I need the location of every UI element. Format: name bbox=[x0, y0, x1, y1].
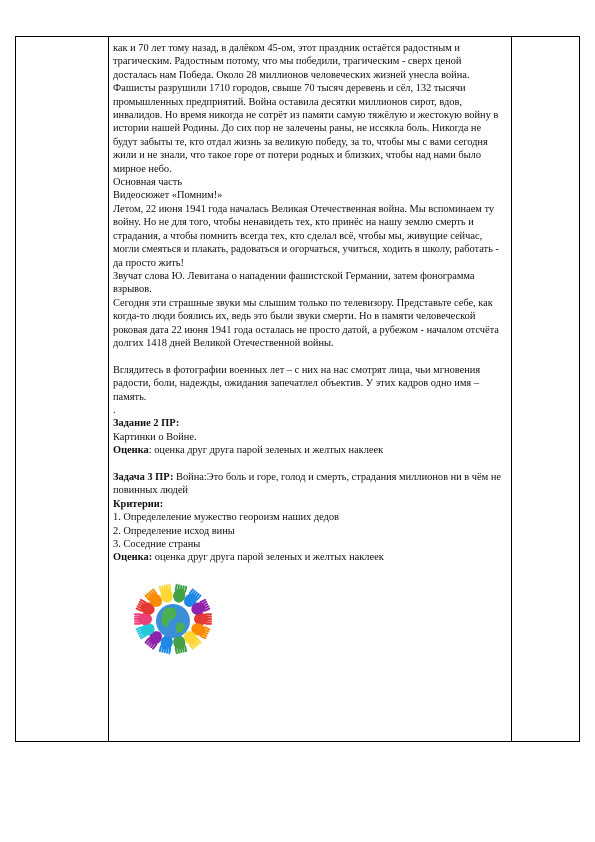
lesson-content-cell bbox=[113, 42, 503, 665]
intro-paragraph: как и 70 лет тому назад, в далёком 45-ом, этот праздник остаётся радостным и трагическим. Радостным потому, что мы победили, трагическим - сверх ценой досталась нам Победа. Около 28 миллионов человеческих жизней унесла война. Фашисты разрушили 1710 городов, свыше 70 тысяч деревень и сёл, 132 тысячи промышленных предприятий. Война оставила десятки миллионов сирот, вдов, инвалидов. Но время никогда не сотрёт из памяти самую тяжёлую и жестокую войну в истории нашей Родины. До сих пор не залечены раны, не иссякла боль. Никогда не будут забыты те, кто отдал жизнь за великую победу, за то, чтобы мы с вами сегодня жили и не знали, что такое горе от потери родных и близких, чтобы над нами было мирное небо. bbox=[113, 43, 499, 175]
criteria-item-3: 3. Соседние страны bbox=[113, 539, 201, 550]
task3-assessment-label: Оценка: bbox=[113, 552, 153, 564]
main-paragraph-4: Вглядитесь в фотографии военных лет – с них на нас смотрят лица, чьи мгновения радости, боли, надежды, ожидания запечатлел объектив. У этих кадров одно имя – память. bbox=[113, 364, 481, 403]
task2-assessment-label: Оценка bbox=[113, 445, 149, 457]
task3-title: Задача 3 ПР: bbox=[113, 471, 174, 483]
table-divider-right bbox=[511, 37, 512, 741]
task2-assessment bbox=[113, 444, 503, 457]
task3-assessment-text: оценка друг друга парой зеленых и желтых наклеек bbox=[152, 552, 384, 564]
criteria-item-2: 2. Определение исход вины bbox=[113, 525, 235, 537]
hands-around-globe-icon bbox=[113, 571, 233, 661]
task3-heading bbox=[113, 471, 503, 498]
main-paragraph-3: Сегодня эти страшные звуки мы слышим только по телевизору. Представьте себе, как когда-то люди боялись их, ведь это были звуки смерти. Но в памяти человеческой роковая дата 22 июня 1941 года осталась не просто датой, а рубежом - началом отсчёта долгих 1418 дней Великой Отечественной войны. bbox=[113, 297, 499, 349]
dot-line: . bbox=[113, 404, 116, 416]
task2-assessment-text: : оценка друг друга парой зеленых и желтых наклеек bbox=[148, 445, 384, 457]
criteria-label: Критерии: bbox=[113, 498, 164, 510]
section-title: Основная часть bbox=[113, 177, 183, 189]
task3-assessment bbox=[113, 551, 503, 564]
main-paragraph-2: Звучат слова Ю. Левитана о нападении фашистской Германии, затем фонограмма взрывов. bbox=[113, 270, 475, 296]
hand-shape bbox=[194, 613, 212, 625]
task2-title: Задание 2 ПР: bbox=[113, 418, 180, 430]
spacer bbox=[113, 350, 503, 363]
task2-description: Картинки о Войне. bbox=[113, 431, 197, 443]
hand-shape bbox=[134, 613, 152, 625]
video-title: Видеосюжет «Помним!» bbox=[113, 190, 223, 202]
main-paragraph-1: Летом, 22 июня 1941 года началась Великая Отечественная война. Мы вспоминаем ту войну. Но не для того, чтобы ненавидеть тех, кто принёс на нашу землю смерть и страдания, а чтобы помнить всегда тех, кто сделал всё, чтобы мы, живущие сейчас, могли смеяться и плакать, радоваться и огорчаться, учиться, ходить в школу, работать - да просто жить! bbox=[113, 203, 499, 269]
task3-description: Война:Это боль и горе, голод и смерть, страдания миллионов ни в чём не повинных людей bbox=[113, 471, 501, 497]
criteria-item-1: 1. Определеление мужество геороизм наших дедов bbox=[113, 512, 339, 524]
table-divider-left bbox=[108, 37, 109, 741]
spacer bbox=[113, 458, 503, 471]
